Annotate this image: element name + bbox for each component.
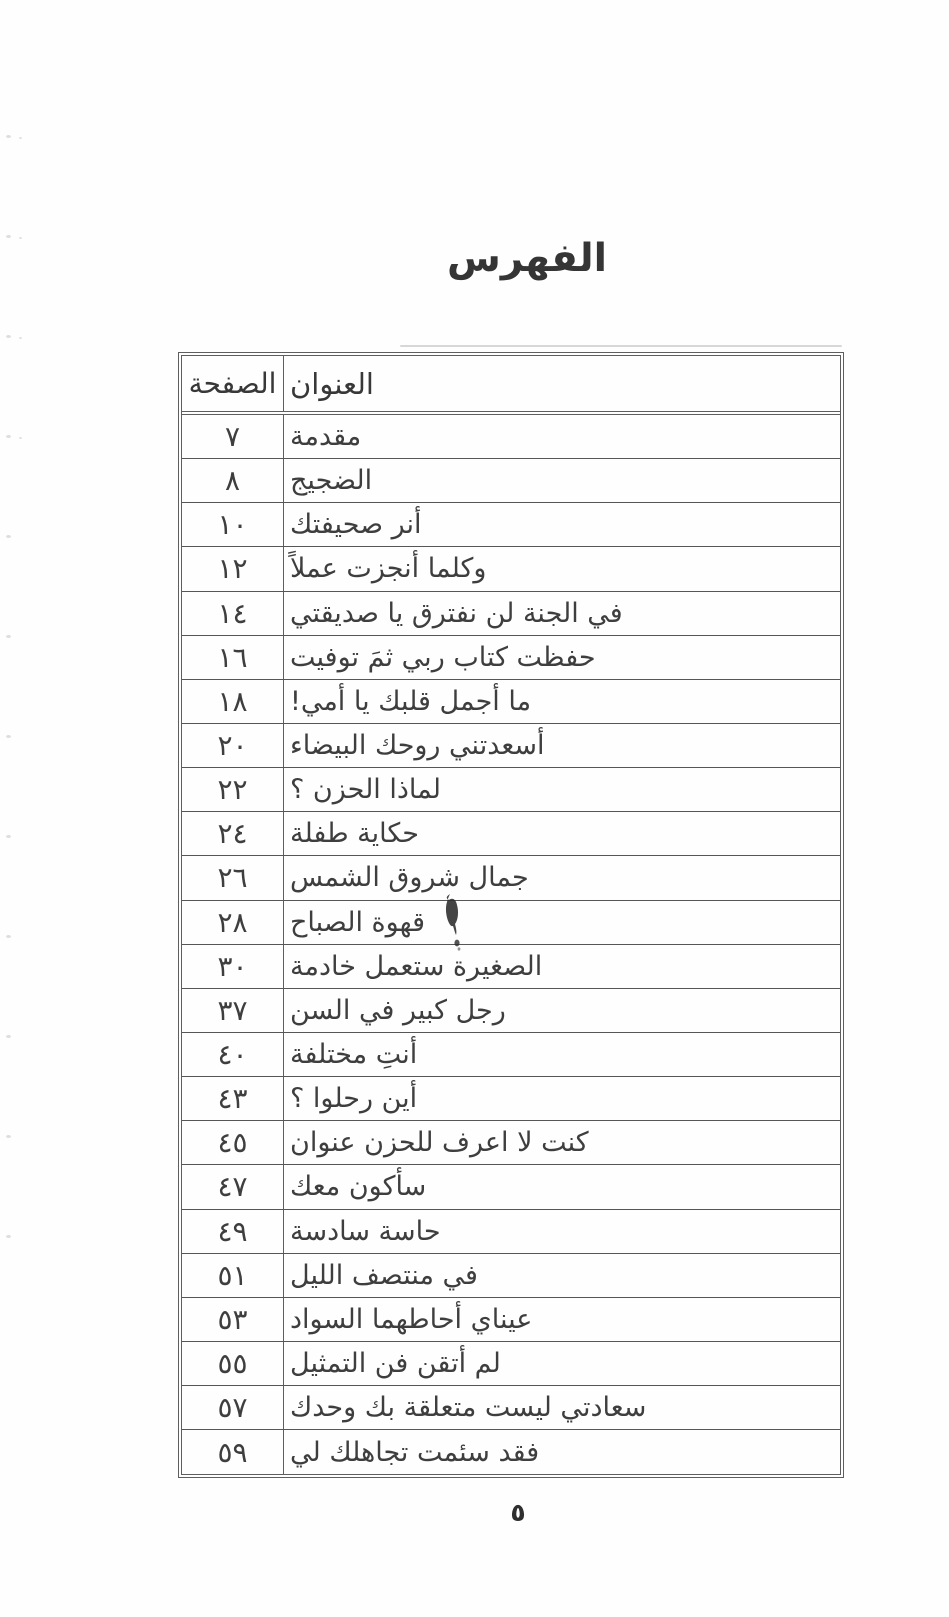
row-title: أسعدتني روحك البيضاء [283,724,840,767]
row-title: أنتِ مختلفة [283,1033,840,1076]
scan-speck [6,835,11,838]
row-title: رجل كبير في السن [283,989,840,1032]
row-page: ٢٨ [217,905,248,939]
row-page: ٢٢ [217,773,248,807]
row-page: ٥٥ [217,1347,248,1381]
row-page: ٤٥ [217,1126,248,1160]
row-page: ٥٩ [217,1435,248,1469]
table-row [182,1386,840,1430]
page-number: ٥ [510,1498,526,1527]
row-page: ٤٠ [217,1038,248,1072]
table-row [182,1033,840,1077]
row-title: عيناي أحاطهما السواد [283,1298,840,1341]
table-row [182,547,840,591]
row-page: ٣٧ [217,993,248,1027]
table-row [182,1210,840,1254]
scan-speck [6,535,11,538]
row-title: وكلما أنجزت عملاً [283,547,840,590]
row-page: ٤٩ [217,1214,248,1248]
scan-speck [6,935,11,938]
scan-streak [400,345,842,347]
table-row [182,680,840,724]
scan-speck [19,437,22,439]
table-row [182,1342,840,1386]
row-title: فقد سئمت تجاهلك لي [283,1430,840,1474]
scan-speck [6,1235,11,1238]
scan-speck [19,237,22,239]
table-row [182,1077,840,1121]
scan-speck [6,235,11,238]
row-page: ٤٧ [217,1170,248,1204]
scan-speck [6,435,11,438]
header-title-cell: العنوان [283,356,840,411]
row-page: ١٦ [217,640,248,674]
scan-speck [6,1035,11,1038]
toc-body [182,415,840,1474]
table-row [182,1298,840,1342]
row-title: سعادتي ليست متعلقة بك وحدك [283,1386,840,1429]
row-page: ٥٧ [217,1391,248,1425]
row-title: قهوة الصباح [283,901,840,944]
table-row [182,1254,840,1298]
table-row [182,812,840,856]
table-row [182,636,840,680]
row-page: ٢٦ [217,861,248,895]
row-page: ٨ [224,464,241,498]
table-row [182,459,840,503]
scan-speck [6,335,11,338]
row-page: ٢٤ [217,817,248,851]
row-title: أنر صحيفتك [283,503,840,546]
table-row [182,901,840,945]
toc-header-row [182,356,840,415]
scan-speck [19,337,22,339]
scan-speck [6,135,11,138]
table-row [182,945,840,989]
row-title: الضجيج [283,459,840,502]
table-row [182,1121,840,1165]
row-title: الصغيرة ستعمل خادمة [283,945,840,988]
table-row [182,415,840,459]
row-title: حفظت كتاب ربي ثمَ توفيت [283,636,840,679]
row-page: ٧ [224,420,241,454]
table-row [182,503,840,547]
row-page: ٥٣ [217,1302,248,1336]
row-title: كنت لا اعرف للحزن عنوان [283,1121,840,1164]
scan-speck [6,1135,11,1138]
row-title: أين رحلوا ؟ [283,1077,840,1120]
table-row [182,768,840,812]
row-page: ١٨ [217,684,248,718]
row-title: لم أتقن فن التمثيل [283,1342,840,1385]
scan-speck [19,137,22,139]
row-title: في الجنة لن نفترق يا صديقتي [283,592,840,635]
row-title: ما أجمل قلبك يا أمي! [283,680,840,723]
row-page: ١٢ [217,552,248,586]
row-title: جمال شروق الشمس [283,856,840,899]
row-page: ٣٠ [217,949,248,983]
table-row [182,1165,840,1209]
row-title: حكاية طفلة [283,812,840,855]
row-page: ٢٠ [217,729,248,763]
table-row [182,856,840,900]
row-page: ٥١ [217,1258,248,1292]
table-row [182,592,840,636]
table-row [182,989,840,1033]
row-title: لماذا الحزن ؟ [283,768,840,811]
row-page: ٤٣ [217,1082,248,1116]
row-title: في منتصف الليل [283,1254,840,1297]
row-page: ١٤ [217,596,248,630]
scan-speck [6,635,11,638]
row-title: سأكون معك [283,1165,840,1208]
toc-table [178,352,844,1478]
scan-speck [6,735,11,738]
table-row [182,1430,840,1474]
table-row [182,724,840,768]
row-title: مقدمة [283,415,840,458]
page-title: الفهرس [447,236,607,281]
header-page-cell: الصفحة [188,367,277,400]
row-title: حاسة سادسة [283,1210,840,1253]
row-page: ١٠ [217,508,248,542]
